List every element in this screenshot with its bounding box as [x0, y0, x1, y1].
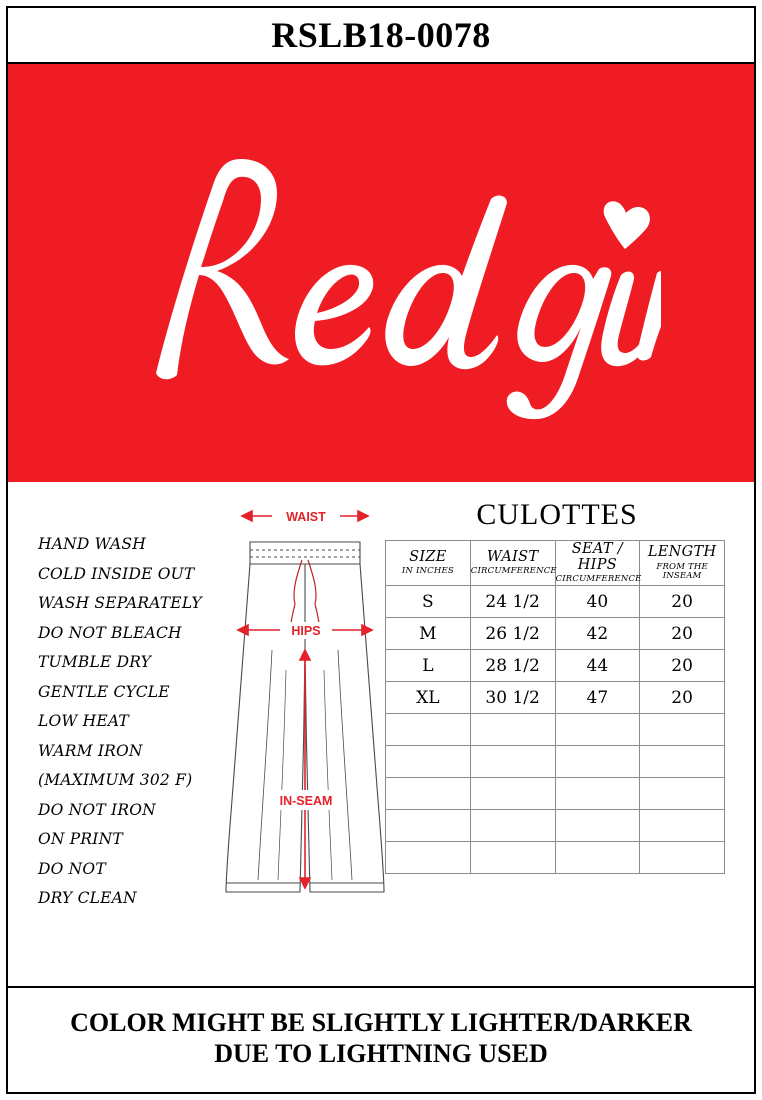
cell-empty	[640, 746, 725, 778]
garment-illustration	[210, 500, 400, 920]
cell-empty	[555, 778, 640, 810]
table-row-empty	[386, 746, 725, 778]
cell-empty	[470, 842, 555, 874]
cell-empty	[470, 778, 555, 810]
hips-label: HIPS	[291, 624, 321, 638]
header-main: LENGTH	[647, 544, 717, 561]
header-main: WAIST	[486, 548, 539, 565]
cell-waist: 26 1/2	[470, 618, 555, 650]
header-main: SIZE	[409, 548, 447, 565]
cell-waist: 24 1/2	[470, 586, 555, 618]
cell-empty	[640, 778, 725, 810]
table-row	[386, 618, 725, 650]
header-sub: IN INCHES	[401, 566, 454, 577]
cell-size: L	[386, 650, 471, 682]
cell-empty	[640, 714, 725, 746]
cell-empty	[470, 746, 555, 778]
cell-empty	[640, 842, 725, 874]
cell-length: 20	[640, 650, 725, 682]
table-row	[386, 682, 725, 714]
cell-seat-hips: 47	[555, 682, 640, 714]
cell-length: 20	[640, 586, 725, 618]
cell-empty	[386, 778, 471, 810]
cell-empty	[470, 810, 555, 842]
table-row-empty	[386, 810, 725, 842]
care-line: (MAXIMUM 302 F)	[38, 771, 193, 789]
care-line: GENTLE CYCLE	[38, 682, 170, 701]
care-line: WASH SEPARATELY	[38, 594, 202, 612]
cell-empty	[470, 714, 555, 746]
header-cell-size	[386, 541, 471, 586]
care-line: LOW HEAT	[38, 712, 129, 730]
cell-size: M	[386, 618, 471, 650]
footer-line-1: COLOR MIGHT BE SLIGHTLY LIGHTER/DARKER	[70, 1008, 692, 1038]
table-row-empty	[386, 714, 725, 746]
style-code: RSLB18-0078	[271, 15, 491, 55]
header-main: SEAT / HIPS	[571, 541, 623, 573]
inseam-label: IN-SEAM	[279, 794, 333, 808]
cell-size: XL	[386, 682, 471, 714]
cell-empty	[555, 714, 640, 746]
care-line: ON PRINT	[38, 830, 123, 848]
care-line: DRY CLEAN	[38, 889, 137, 907]
care-line: HAND WASH	[38, 535, 146, 553]
header-cell-waist	[470, 541, 555, 586]
cell-waist: 28 1/2	[470, 650, 555, 682]
care-line: WARM IRON	[38, 741, 143, 760]
brand-logo	[8, 64, 754, 482]
care-line: DO NOT IRON	[38, 800, 156, 819]
care-instructions	[38, 530, 218, 914]
care-line: DO NOT	[38, 859, 106, 878]
table-row	[386, 650, 725, 682]
footer-line-2: DUE TO LIGHTNING USED	[214, 1039, 548, 1068]
cell-empty	[386, 842, 471, 874]
size-chart-table	[385, 540, 725, 874]
care-line: TUMBLE DRY	[38, 653, 152, 671]
cell-seat-hips: 42	[555, 618, 640, 650]
footer-disclaimer	[8, 986, 754, 1090]
cell-length: 20	[640, 682, 725, 714]
header	[8, 8, 754, 64]
brand-panel	[8, 64, 754, 482]
header-cell-seat-hips	[555, 541, 640, 586]
table-row-empty	[386, 778, 725, 810]
cell-empty	[386, 746, 471, 778]
cell-seat-hips: 44	[555, 650, 640, 682]
care-line: DO NOT BLEACH	[38, 623, 182, 642]
cell-empty	[640, 810, 725, 842]
content-panel	[14, 482, 748, 970]
waist-label: WAIST	[286, 510, 326, 524]
cell-empty	[555, 746, 640, 778]
cell-empty	[386, 714, 471, 746]
cell-empty	[386, 810, 471, 842]
cell-empty	[555, 842, 640, 874]
header-cell-length	[640, 541, 725, 586]
care-line: COLD INSIDE OUT	[38, 564, 195, 583]
cell-waist: 30 1/2	[470, 682, 555, 714]
cell-size: S	[386, 586, 471, 618]
header-sub: FROM THE INSEAM	[656, 561, 708, 581]
cell-seat-hips: 40	[555, 586, 640, 618]
header-sub: CIRCUMFERENCE	[555, 573, 642, 584]
table-row	[386, 586, 725, 618]
header-sub: CIRCUMFERENCE	[470, 566, 557, 577]
cell-length: 20	[640, 618, 725, 650]
table-header-row	[386, 541, 725, 586]
size-chart-title: CULOTTES	[476, 498, 638, 531]
table-row-empty	[386, 842, 725, 874]
cell-empty	[555, 810, 640, 842]
